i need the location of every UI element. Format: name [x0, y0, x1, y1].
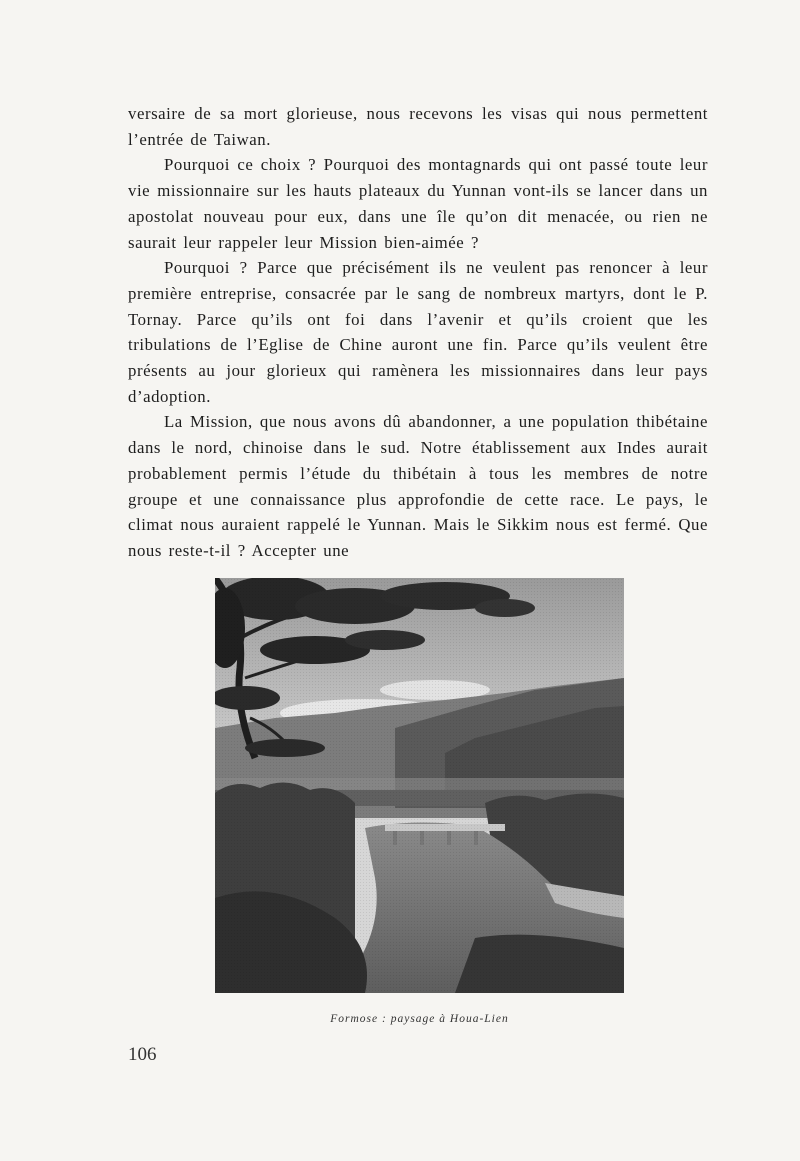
page-number: 106 — [128, 1044, 157, 1065]
body-text — [128, 101, 708, 564]
paragraph-2: Pourquoi ce choix ? Pourquoi des montagnards qui ont passé toute leur vie missionnaire sur les hauts plateaux du Yunnan vont-ils se lancer dans un apostolat nouveau pour eux, dans une île qu’on dit menacée, ou rien ne saurait leur rappeler leur Mission bien-aimée ? — [128, 155, 708, 252]
figure-caption: Formose : paysage à Houa-Lien — [330, 1013, 509, 1025]
paragraph-1: versaire de sa mort glorieuse, nous recevons les visas qui nous permettent l’entrée de Taiwan. — [128, 104, 708, 149]
landscape-photo — [215, 578, 624, 993]
paragraph-3: Pourquoi ? Parce que précisément ils ne veulent pas renoncer à leur première entreprise, consacrée par le sang de nombreux martyrs, dont le P. Tornay. Parce qu’ils ont foi dans l’avenir et qu’ils croient que les tribulations de l’Eglise de Chine auront une fin. Parce qu’ils veulent être présents au jour glorieux qui ramènera les missionnaires dans leur pays d’adoption. — [128, 258, 708, 406]
paragraph-4: La Mission, que nous avons dû abandonner, a une population thibétaine dans le nord, chinoise dans le sud. Notre établissement aux Indes aurait probablement permis l’étude du thibétain à tous les membres de notre groupe et une connaissance plus approfondie de cette race. Le pays, le climat nous auraient rappelé le Yunnan. Mais le Sikkim nous est fermé. Que nous reste-t-il ? Accepter une — [128, 412, 708, 560]
